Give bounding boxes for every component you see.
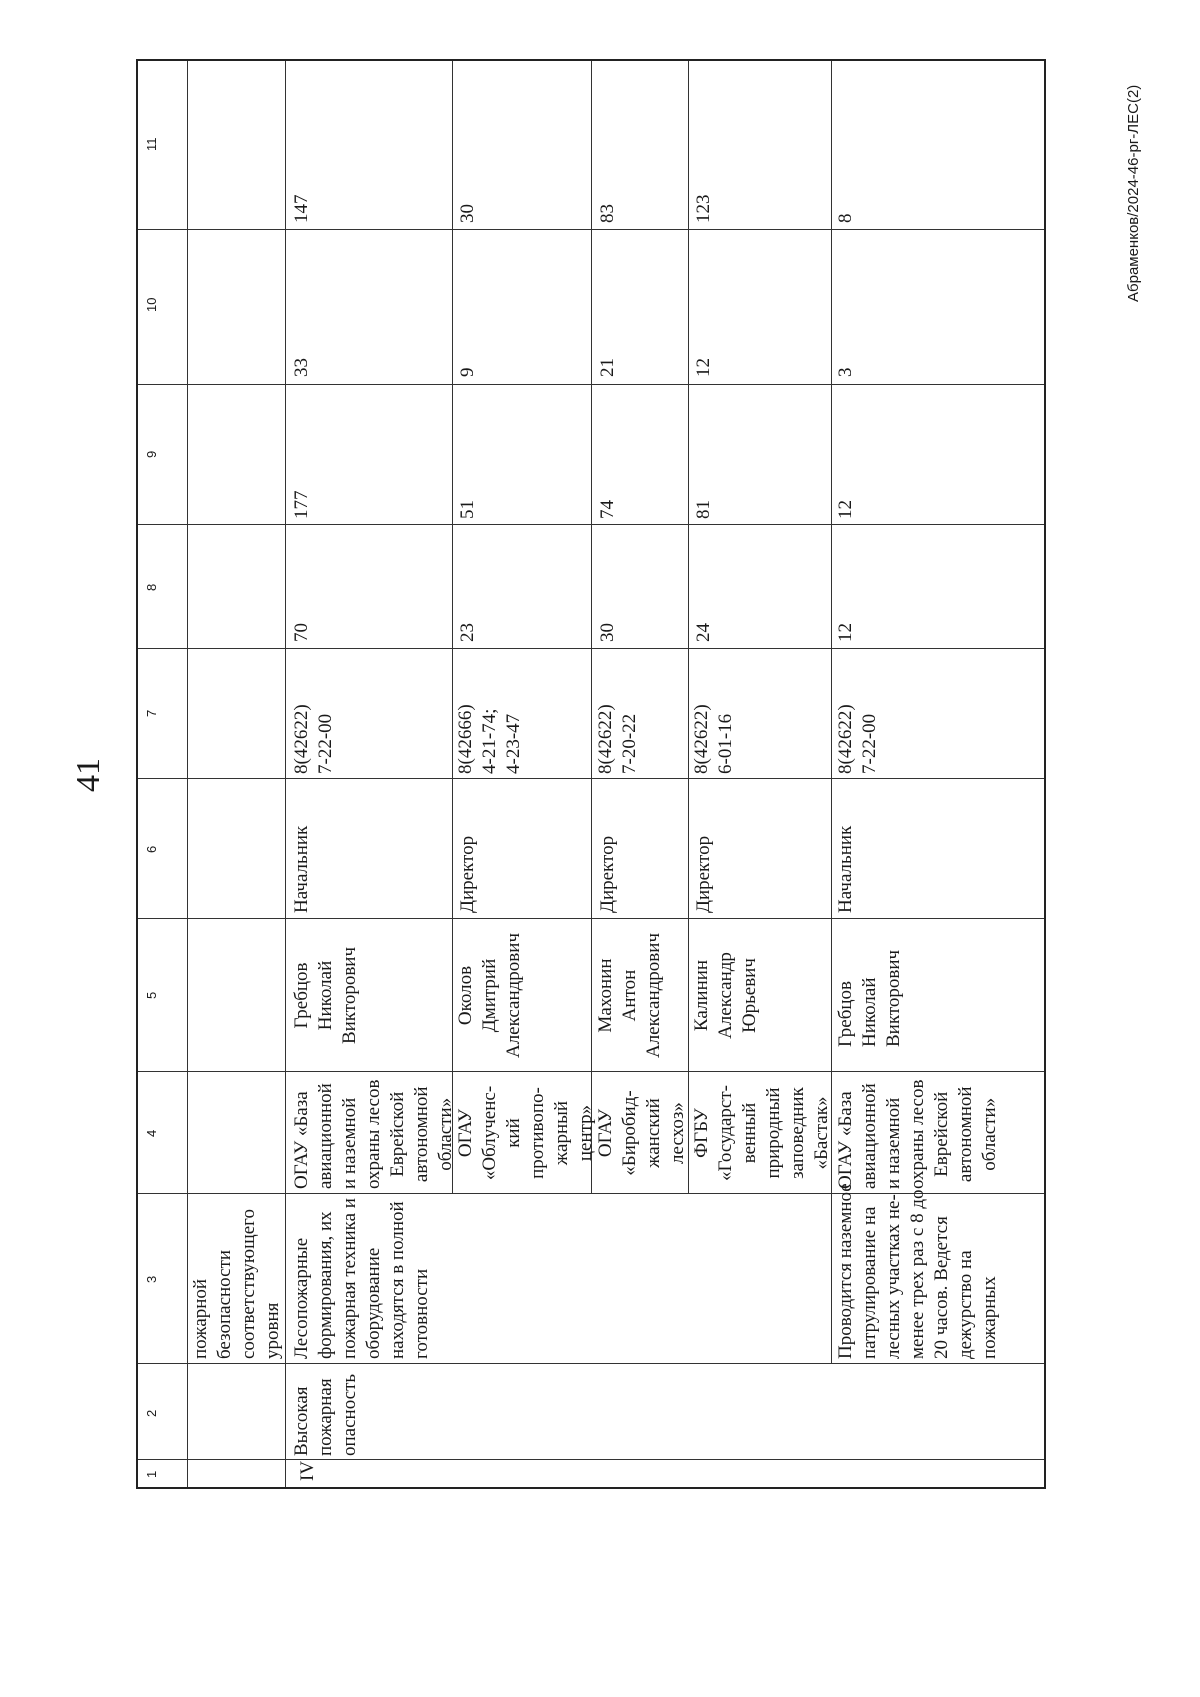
org-name: ОГАУ «Биробид- жанский лесхоз» [595, 1090, 688, 1176]
fire-danger-table [136, 59, 1046, 1489]
col8-value: 24 [693, 623, 714, 642]
row-line [452, 61, 453, 1194]
col-line [138, 1363, 1044, 1364]
patrol-conditions: Проводится наземное патрулирование на лесных участках не- менее трех раз с 8 до 20 часов. Ведется дежурство на пожарных [835, 1183, 1000, 1359]
col9-value: 177 [291, 490, 312, 519]
col8-value: 12 [835, 623, 856, 642]
org-name: ОГАУ «Облученс- кий противопо- жарный центр» [455, 1085, 596, 1181]
continued-conditions: пожарной безопасности соответствующего уровня [190, 1209, 283, 1359]
position: Начальник [291, 825, 312, 913]
responsible-person: Гребцов Николай Викторович [835, 949, 904, 1047]
org-name: ОГАУ «База авиационной и наземной охраны лесов Еврейской автономной области» [291, 1079, 456, 1189]
col10-value: 33 [291, 358, 312, 377]
row-line [688, 61, 689, 1194]
responsible-person: Махонин Антон Александрович [595, 932, 664, 1059]
phone: 8(42666) 4-21-74; 4-23-47 [455, 704, 524, 774]
org-name: ФГБУ «Государст- венный природный заповедник «Бастак» [691, 1085, 832, 1181]
responsible-person: Калинин Александр Юрьевич [691, 952, 760, 1039]
phone: 8(42622) 7-20-22 [595, 704, 640, 774]
col-number: 1 [144, 1470, 159, 1478]
col-number: 6 [144, 845, 159, 853]
col9-value: 81 [693, 500, 714, 519]
responsible-person: Околов Дмитрий Александрович [455, 932, 524, 1059]
col8-value: 70 [291, 623, 312, 642]
position: Директор [457, 835, 478, 913]
col11-value: 30 [457, 204, 478, 223]
col-number: 5 [144, 991, 159, 999]
position: Начальник [835, 825, 856, 913]
col-number: 7 [144, 709, 159, 717]
col10-value: 21 [597, 358, 618, 377]
col11-value: 8 [835, 213, 856, 223]
col-number: 11 [144, 137, 159, 151]
col-number: 4 [144, 1129, 159, 1137]
col10-value: 3 [835, 367, 856, 377]
phone: 8(42622) 7-22-00 [835, 704, 880, 774]
col-number: 8 [144, 583, 159, 591]
phone: 8(42622) 6-01-16 [691, 704, 736, 774]
col11-value: 123 [693, 194, 714, 223]
row-line [187, 61, 188, 1487]
col10-value: 12 [693, 358, 714, 377]
responsible-person: Гребцов Николай Викторович [291, 946, 360, 1045]
danger-conditions: Лесопожарные формирования, их пожарная техника и оборудование находятся в полной готовности [291, 1198, 432, 1359]
col-number: 9 [144, 450, 159, 458]
col-number: 10 [144, 297, 159, 312]
position: Директор [693, 835, 714, 913]
col9-value: 51 [457, 500, 478, 519]
col9-value: 12 [835, 500, 856, 519]
col11-value: 147 [291, 194, 312, 223]
org-name: ОГАУ «База авиационной и наземной охраны лесов Еврейской автономной области» [835, 1079, 1000, 1189]
col11-value: 83 [597, 204, 618, 223]
row-line [285, 61, 286, 1487]
col-number: 3 [144, 1275, 159, 1283]
col9-value: 74 [597, 500, 618, 519]
phone: 8(42622) 7-22-00 [291, 704, 336, 774]
position: Директор [597, 835, 618, 913]
danger-level: Высокая пожарная опасность [291, 1373, 360, 1456]
danger-class: IV [297, 1460, 318, 1481]
footer-code: Абраменков/2024-46-рг-ЛЕС(2) [1125, 84, 1142, 302]
col8-value: 30 [597, 623, 618, 642]
row-line [591, 61, 592, 1194]
col-number: 2 [144, 1409, 159, 1417]
col8-value: 23 [457, 623, 478, 642]
col-line [138, 1459, 1044, 1460]
col10-value: 9 [457, 367, 478, 377]
page-number: 41 [70, 758, 107, 792]
